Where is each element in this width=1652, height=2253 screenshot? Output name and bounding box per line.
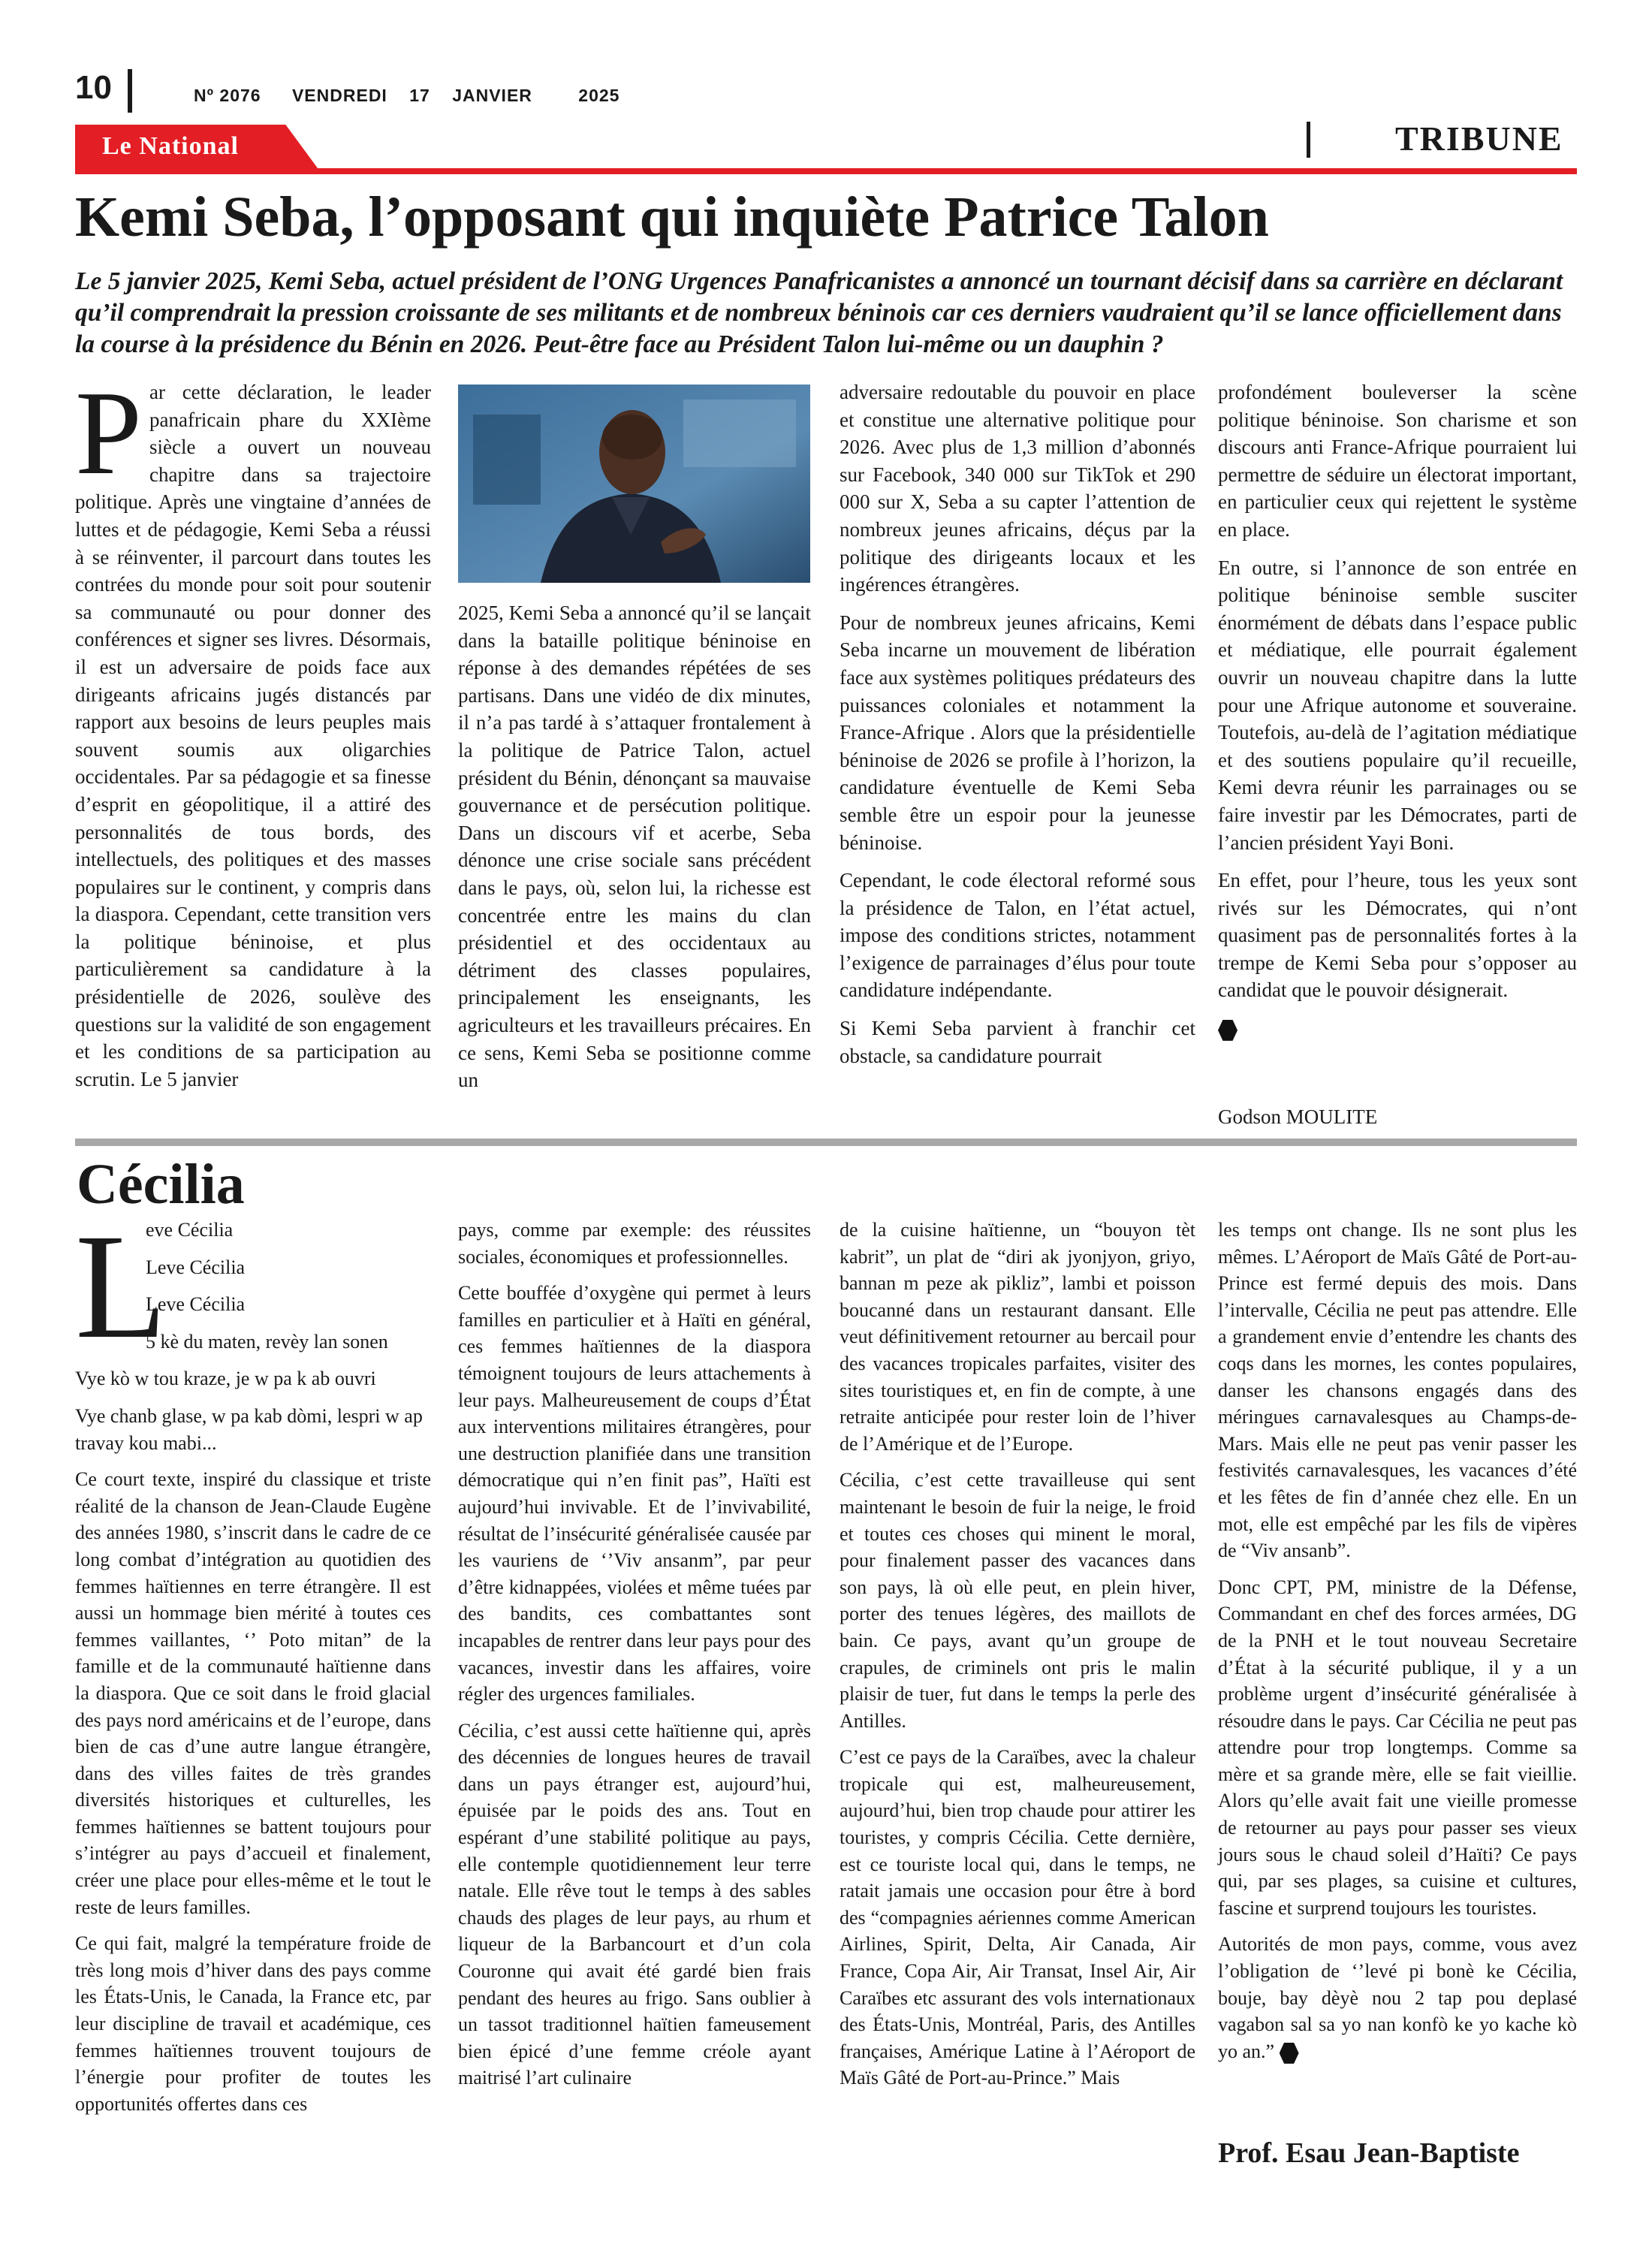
verse-line: Leve Cécilia [146, 1293, 246, 1316]
paragraph: pays, comme par exemple: des réussites sociales, économiques et professionnelles. [458, 1219, 811, 1268]
drop-cap: P [75, 366, 142, 499]
column-text: ar cette déclaration, le leader panafricain phare du XXIème siècle a ouvert un nouveau chapitre dans sa trajectoire politique. Après une vingtaine d’années de luttes et de pédagogie, Kemi Seba a réussi à se réinventer, il parcourt dans toutes les contrées du monde pour soit pour soutenir sa communauté ou pour donner des conférences et signer ses livres. Désormais, il est un adversaire de poids face aux dirigeants africains jugés distancés par rapport aux besoins de leurs peuples mais souvent soumis aux oligarchies occidentales. Par sa pédagogie et sa finesse d’esprit en géopolitique, il a attiré des personnalités de tous bords, des intellectuels, des politiques et des masses populaires sur le continent, y compris dans la diaspora. Cependant, cette transition vers la politique béninoise, et plus particulièrement sa candidature à la présidentielle de 2026, soulève des questions sur la validité de son engagement et les conditions de sa participation au scrutin. Le 5 janvier [75, 381, 431, 1090]
page-number-divider [128, 69, 132, 113]
paragraph: Cécilia, c’est cette travailleuse qui sent maintenant le besoin de fuir la neige, le froid et toutes ces choses qui minent le moral, pour finalement passer des vacances dans son pays, là où elle peut, en plein hiver, porter des tenues légères, des maillots de bain. Ce pays, avant qu’un groupe de crapules, de criminels ont pris le malin plaisir de tuer, fut dans le temps la perle des Antilles. [840, 1469, 1195, 1732]
author-byline: Godson MOULITE [1218, 1105, 1378, 1128]
article-title: Cécilia [77, 1153, 245, 1216]
paragraph: En outre, si l’annonce de son entrée en politique béninoise semble susciter énormément de débats dans l’espace public et médiatique, elle pourrait également ouvrir un nouveau chapitre dans la lutte pour une Afrique autonome et souveraine. Toutefois, au-delà de l’agitation médiatique et des soutiens populaire qu’il recueille, Kemi devra réunir les parrainages ou se faire investir par les Démocrates, parti de l’ancien président Yayi Boni. [1218, 556, 1577, 854]
paragraph: C’est ce pays de la Caraïbes, avec la chaleur tropicale qui est, malheureusement, aujourd’hui, bien trop chaude pour attirer les touristes, y compris Cécilia. Cette dernière, est ce touriste local qui, dans le temps, ne ratait jamais une occasion pour être à bord des “compagnies aériennes comme American Airlines, Spirit, Delta, Air Canada, Air France, Copa Air, Air Transat, Insel Air, Air Caraïbes etc assurant des vols internationaux des États-Unis, Montréal, Paris, des Antilles françaises, Amérique Latine à l’Aéroport de Maïs Gâté de Port-au-Prince.” Mais [840, 1746, 1195, 2089]
article-column-1 [75, 1217, 431, 2127]
article-divider [75, 1139, 1577, 1146]
article-column-4 [1218, 379, 1577, 1042]
article-lead: Le 5 janvier 2025, Kemi Seba, actuel président de l’ONG Urgences Panafricanistes a annoncé un tournant décisif dans sa carrière en déclarant qu’il comprendrait la pression croissante de ses militants et de nombreux béninois car ces derniers vaudraient qu’il se lance officiellement dans la course à la présidence du Bénin en 2026. Peut-être face au Président Talon lui-même ou un dauphin ? [75, 267, 1563, 358]
brand-name: Le National [102, 132, 239, 160]
end-mark-icon [1218, 1020, 1237, 1041]
drop-cap: L [75, 1204, 167, 1370]
header-rule [75, 168, 1577, 174]
article-column-4 [1218, 1217, 1577, 2074]
paragraph: les temps ont change. Ils ne sont plus les mêmes. L’Aéroport de Maïs Gâté de Port-au-Prince est fermé depuis des mois. Dans l’intervalle, Cécilia ne peut pas attendre. Elle a grandement envie d’entendre les chants des coqs dans les mornes, les contes populaires, danser les chansons engagés dans des méringues carnavalesques au Champs-de-Mars. Mais elle ne peut pas venir passer les festivités carnavalesques, les vacances d’été et les fêtes de fin d’année chez elle. En un mot, elle est empêché par les fils de vipères de “Viv ansanb”. [1218, 1219, 1577, 1562]
paragraph: adversaire redoutable du pouvoir en place et constitue une alternative politique pour 2026. Avec plus de 1,3 million d’abonnés sur Facebook, 340 000 sur TikTok et 290 000 sur X, Seba a su capter l’attention de nombreux jeunes africains, déçus par la politique des dirigeants locaux et les ingérences étrangères. [840, 381, 1195, 596]
issue-month: JANVIER [452, 86, 532, 105]
article-column-3 [840, 1217, 1195, 2101]
issue-date-day: 17 [409, 86, 430, 105]
end-mark-icon [1280, 2043, 1299, 2064]
article-column-2 [458, 1217, 811, 2101]
paragraph [1218, 1931, 1577, 2064]
issue-year: 2025 [578, 86, 620, 105]
paragraph: Cécilia, c’est aussi cette haïtienne qui, après des décennies de longues heures de travail dans un pays étranger est, aujourd’hui, épuisée par le poids des ans. Tout en espérant d’une stabilité politique au pays, elle contemple quotidiennement leur terre natale. Elle rêve tout le temps à des sables chauds des plages de leur pays, au rhum et liqueur de la Barbancourt et d’un cola Couronne qui avait été gardé bien frais pendant des heures au frigo. Sans oublier à un tassot traditionnel haïtien fameusement bien épicé d’une femme créole ayant maitrisé l’art culinaire [458, 1719, 811, 2089]
portrait-photo [458, 385, 810, 583]
article-column-2: 2025, Kemi Seba a annoncé qu’il se lançait dans la bataille politique béninoise en réponse à des demandes répétées de ses partisans. Dans une vidéo de dix minutes, il n’a pas tardé à s’attaquer frontalement à la politique de Patrice Talon, actuel président du Bénin, dénonçant sa mauvaise gouvernance et de persécution politique. Dans un discours vif et acerbe, Seba dénonce une crise sociale sans précédent dans le pays, où, selon lui, la richesse est concentrée entre les mains du clan présidentiel et des occidentaux au détriment des classes populaires, principalement les enseignants, les agriculteurs et les travailleurs précaires. En ce sens, Kemi Seba se positionne comme un [458, 602, 811, 1092]
paragraph-text: Autorités de mon pays, comme, vous avez l’obligation de ‘’levé pi bonè ke Cécilia, bouje, bay dèyè nou 2 tap pou deplasé vagabon sal sa yo nan konfò ke yo kache kò yo an.” [1218, 1933, 1577, 2062]
paragraph: de la cuisine haïtienne, un “bouyon tèt kabrit”, un plat de “diri ak jyonjyon, griyo, bannan m peze ak pikliz”, lambi et poisson boucanné dans un restaurant dansant. Elle veut définitivement retourner au bercail pour des vacances tropicales parfaites, visiter des sites touristiques et, en fin de compte, à une retraite anticipée pour rester loin de l’hiver de l’Amérique et de l’Europe. [840, 1219, 1195, 1455]
paragraph: Cette bouffée d’oxygène qui permet à leurs familles en particulier et à Haïti en général, ces femmes haïtiennes de la diaspora témoignent toujours de leurs attachements à leur pays. Malheureusement de coups d’État aux interventions militaires étrangères, pour une destruction planifiée dans une transition démocratique qui n’en finit pas”, Haïti est aujourd’hui invivable. Et de l’invivabilité, résultat de l’insécurité généralisée causée par les vauriens de ‘’Viv ansanm”, par peur d’être kidnappées, violées et même tuées par des bandits, ces combattantes sont incapables de rentrer dans leur pays pour des vacances, investir dans les affaires, voire régler des urgences familiales. [458, 1282, 811, 1706]
section-divider [1307, 122, 1310, 158]
article-headline: Kemi Seba, l’opposant qui inquiète Patrice Talon [75, 185, 1269, 249]
issue-line [194, 86, 645, 106]
section-name: TRIBUNE [1395, 119, 1563, 158]
issue-day: VENDREDI [291, 86, 387, 105]
paragraph: Si Kemi Seba parvient à franchir cet obstacle, sa candidature pourrait [840, 1017, 1195, 1067]
verse-line: Vye chanb glase, w pa kab dòmi, lespri w ap travay kou mabi... [75, 1404, 423, 1454]
paragraph: Ce qui fait, malgré la température froide de très long mois d’hiver dans des pays comme les États-Unis, le Canada, la France etc, par leur discipline de travail et académique, ces femmes haïtiennes trouvent toujours de l’énergie pour profiter de toutes les opportunités offertes dans ces [75, 1932, 431, 2115]
paragraph: Cependant, le code électoral reformé sous la présidence de Talon, en l’état actuel, impose des conditions strictes, notamment l’exigence de parrainages d’élus pour toute candidature indépendante. [840, 869, 1195, 1002]
paragraph: Pour de nombreux jeunes africains, Kemi Seba incarne un mouvement de libération face aux systèmes politiques prédateurs des puissances coloniales et notamment la France-Afrique . Alors que la présidentielle béninoise de 2026 se profile à l’horizon, la candidature éventuelle de Kemi Seba semble être un espoir pour la jeunesse béninoise. [840, 611, 1195, 854]
portrait-illustration [458, 385, 810, 583]
verse-line: 5 kè du maten, revèy lan sonen [146, 1330, 388, 1353]
author-byline: Prof. Esau Jean-Baptiste [1218, 2137, 1520, 2169]
paragraph: Ce court texte, inspiré du classique et triste réalité de la chanson de Jean-Claude Eugène des années 1980, s’inscrit dans le cadre de ce long combat d’intégration au quotidien des femmes haïtiennes en terre étrangère. Il est aussi un hommage bien mérité à toutes ces femmes vaillantes, ‘’ Poto mitan” de la famille et de la communauté haïtienne dans la diaspora. Que ce soit dans le froid glacial des pays nord américains et de l’europe, dans bien de cas d’une autre langue étrangère, dans des villes faites de très grandes diversités historiques et culturelles, les femmes haïtiennes se battent toujours pour s’intégrer au pays d’accueil et finalement, créer une place pour elles-même et le tout le reste de leurs familles. [75, 1468, 431, 1918]
page-number: 10 [75, 69, 112, 106]
paragraph: Donc CPT, PM, ministre de la Défense, Commandant en chef des forces armées, DG de la PNH et le tout nouveau Secretaire d’État à la sécurité publique, il y a un problème urgent d’insécurité généralisée à résoudre dans le pays. Car Cécilia ne peut pas attendre pour trop longtemps. Comme sa mère et sa grande mère, elle se fait vieillie. Alors qu’elle avait fait une vieille promesse de retourner au pays pour passer ses vieux jours sous le chaud soleil d’Haïti? Ce pays qui, par ses plages, sa cuisine et cultures, fascine et surprend toujours les touristes. [1218, 1576, 1577, 1919]
verse-line: eve Cécilia [146, 1219, 234, 1241]
paragraph: profondément bouleverser la scène politique béninoise. Son charisme et son discours anti France-Afrique pourraient lui permettre de séduire un électorat important, en particulier ceux qui rejettent le système en place. [1218, 381, 1577, 541]
verse-block [75, 1217, 431, 1355]
paragraph: En effet, pour l’heure, tous les yeux sont rivés sur les Démocrates, qui n’ont quasiment pas de personnalités fortes à la trempe de Kemi Seba pour s’opposer au candidat que le pouvoir désignerait. [1218, 869, 1577, 1002]
article-column-1 [75, 366, 431, 1093]
issue-number: Nº 2076 [194, 86, 261, 105]
verse-line: Vye kò w tou kraze, je w pa k ab ouvri [75, 1368, 376, 1390]
article-column-3 [840, 379, 1195, 1080]
verse-line: Leve Cécilia [146, 1256, 246, 1278]
